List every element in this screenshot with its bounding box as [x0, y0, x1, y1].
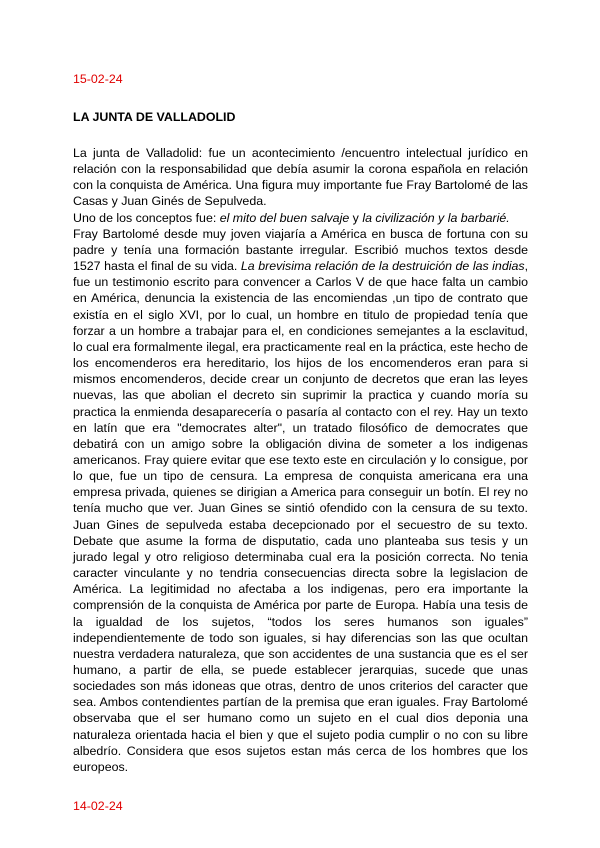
- paragraph-fray-bartolome: [73, 226, 528, 775]
- book-title: La brevisima relación de la destruición de las indias: [240, 259, 525, 274]
- concept-civilizacion-barbarie: la civilización y la barbarié.: [362, 210, 510, 225]
- paragraph-part-2: , fue un testimonio escrito para convencer a Carlos V de que hace falta un cambio en América, denuncia la existencia de las encomiendas ,un tipo de contrato que existía en el siglo XVI, por lo cual, un hombre en titulo de propiedad tenía que forzar a un hombre a trabajar para el, en condiciones semejantes a la esclavitud, lo cual era formalmente ilegal, era practicamente real en la práctica, este hecho de los encomenderos era hereditario, los hijos de los encomenderos eran para si mismos encomenderos, decide crear un conjunto de decretos que eran las leyes nuevas, las que abolian el decreto sin suprimir la practica y cuando moría su practica la enmienda desaparecería o pasaría al contacto con el rey. Hay un texto en latín que era "democrates alter", un tratado filosófico de democrates que debatirá con un amigo sobre la obligación divina de someter a los indigenas americanos. Fray quiere evitar que ese texto este en circulación y lo consigue, por lo que, fue un tipo de censura. La empresa de conquista americana era una empresa privada, quienes se dirigian a America para conseguir un botín. El rey no tenía mucho que ver. Juan Gines se sintió ofendido con la censura de su texto. Juan Gines de sepulveda estaba decepcionado por el secuestro de su texto. Debate que asume la forma de disputatio, cada uno planteaba sus tesis y un jurado legal y otro religioso determinaba cual era la posición correcta. No tenia caracter vinculante y no tendria consecuencias directa sobre la legislacion de América. La legitimidad no afectaba a los indigenas, pero era importante la comprensión de la conquista de América por parte de Europa. Había una tesis de la igualdad de los sujetos, “todos los seres humanos son iguales” independientemente de todo son iguales, si hay diferencias son las que ocultan nuestra verdadera naturaleza, que son accidentes de una sustancia que es el ser humano, a partir de ella, se puede establecer jerarquias, sucede que unas sociedades son más idoneas que otras, dentro de unos criterios del caracter que sea. Ambos contendientes partían de la premisa que eran iguales. Fray Bartolomé observaba que el ser humano como un sujeto en el cual dios deponia una naturaleza orientada hacia el bien y que el sujeto podia cumplir o no con su libre albedrío. Considera que esos sujetos estan más cerca de los hombres que los europeos.: [73, 259, 529, 774]
- concepts-intro: Uno de los conceptos fue:: [73, 210, 220, 225]
- concepts-connector: y: [349, 210, 363, 225]
- paragraph-part-1: Fray Bartolomé desde muy joven viajaría a América en busca de fortuna con su padre y tenía una formación bastante irregular. Escribió muchos textos desde 1527 hasta el final de su vida.: [73, 226, 528, 274]
- document-title: LA JUNTA DE VALLADOLID: [73, 110, 236, 124]
- date-top: 15-02-24: [73, 72, 123, 86]
- date-bottom: 14-02-24: [73, 799, 123, 814]
- paragraph-concepts: [73, 210, 528, 226]
- concept-buen-salvaje: el mito del buen salvaje: [219, 210, 350, 225]
- paragraph-intro: La junta de Valladolid: fue un acontecimiento /encuentro intelectual jurídico en relación con la responsabilidad que debía asumir la corona española en relación con la conquista de América. Una figura muy importante fue Fray Bartolomé de las Casas y Juan Ginés de Sepulveda.: [73, 146, 528, 209]
